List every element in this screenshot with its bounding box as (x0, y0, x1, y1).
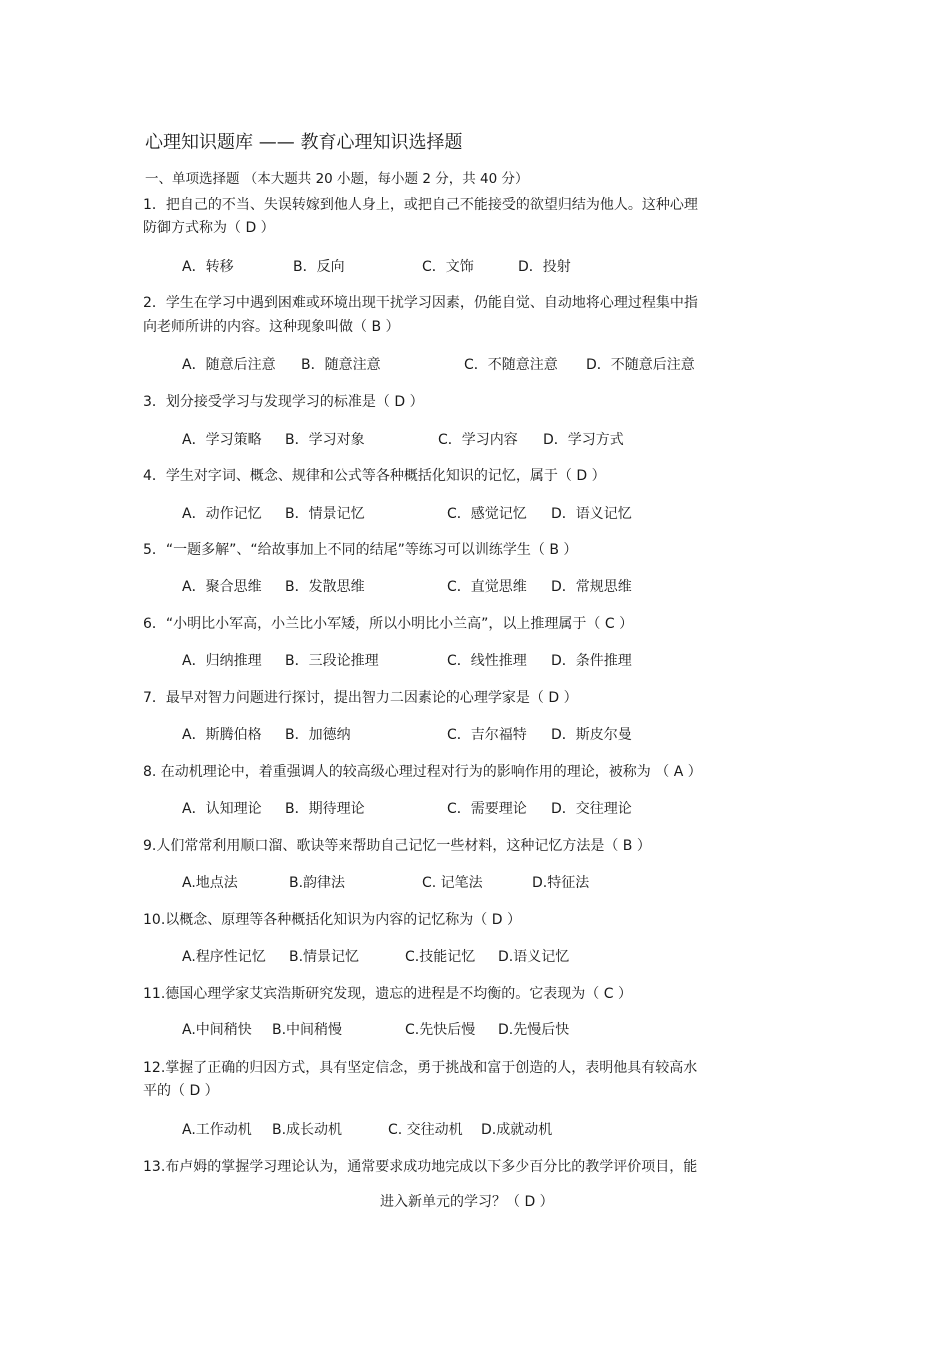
section-heading: 一、单项选择题 （本大题共 20 小题，每小题 2 分，共 40 分） (145, 171, 529, 187)
option-c: C．文饰 (422, 259, 474, 275)
question-text: 6．“小明比小军高，小兰比小军矮，所以小明比小兰高”，以上推理属于（ C ） (143, 616, 634, 632)
option-b: B．发散思维 (285, 579, 365, 595)
option-a: A．聚合思维 (182, 579, 262, 595)
option-d: D．斯皮尔曼 (551, 727, 632, 743)
option-b: B．情景记忆 (285, 506, 365, 522)
option-d: D.语义记忆 (498, 949, 570, 965)
option-c: C．不随意注意 (464, 357, 558, 373)
option-a: A.地点法 (182, 875, 238, 891)
option-c: C．吉尔福特 (447, 727, 527, 743)
question-text: 11.德国心理学家艾宾浩斯研究发现，遗忘的进程是不均衡的。它表现为（ C ） (143, 986, 632, 1002)
option-a: A．认知理论 (182, 801, 262, 817)
option-d: D．投射 (518, 259, 571, 275)
option-a: A.中间稍快 (182, 1022, 252, 1038)
question-text: 1．把自己的不当、失误转嫁到他人身上，或把自己不能接受的欲望归结为他人。这种心理 (143, 197, 698, 213)
option-b: B．反向 (293, 259, 345, 275)
option-c: C．直觉思维 (447, 579, 527, 595)
option-d: D．交往理论 (551, 801, 632, 817)
option-c: C．线性推理 (447, 653, 527, 669)
question-text: 平的（ D ） (143, 1083, 219, 1099)
option-b: B．学习对象 (285, 432, 365, 448)
option-d: D．语义记忆 (551, 506, 632, 522)
option-b: B.韵律法 (289, 875, 346, 891)
question-text: 防御方式称为（ D ） (143, 220, 275, 236)
question-text: 5．“一题多解”、“给故事加上不同的结尾”等练习可以训练学生（ B ） (143, 542, 578, 558)
option-b: B．三段论推理 (285, 653, 379, 669)
question-text: 向老师所讲的内容。这种现象叫做（ B ） (143, 319, 400, 335)
option-b: B.成长动机 (272, 1122, 343, 1138)
option-b: B．期待理论 (285, 801, 365, 817)
option-d: D.先慢后快 (498, 1022, 570, 1038)
option-d: D.成就动机 (481, 1122, 553, 1138)
document-title: 心理知识题库 —— 教育心理知识选择题 (145, 132, 463, 153)
question-text: 4．学生对字词、概念、规律和公式等各种概括化知识的记忆，属于（ D ） (143, 468, 606, 484)
question-text: 10.以概念、原理等各种概括化知识为内容的记忆称为（ D ） (143, 912, 521, 928)
question-text: 进入新单元的学习？（ D ） (380, 1194, 554, 1210)
option-a: A.工作动机 (182, 1122, 252, 1138)
option-c: C．学习内容 (438, 432, 518, 448)
option-c: C. 记笔法 (422, 875, 483, 891)
option-b: B．加德纳 (285, 727, 351, 743)
option-a: A．归纳推理 (182, 653, 262, 669)
question-text: 13.布卢姆的掌握学习理论认为，通常要求成功地完成以下多少百分比的教学评价项目，能 (143, 1159, 698, 1175)
option-b: B.中间稍慢 (272, 1022, 343, 1038)
option-b: B.情景记忆 (289, 949, 360, 965)
question-text: 12.掌握了正确的归因方式，具有坚定信念，勇于挑战和富于创造的人，表明他具有较高水 (143, 1060, 698, 1076)
option-d: D.特征法 (532, 875, 590, 891)
option-a: A.程序性记忆 (182, 949, 266, 965)
option-c: C. 交往动机 (388, 1122, 463, 1138)
question-text: 8. 在动机理论中，着重强调人的较高级心理过程对行为的影响作用的理论，被称为 （ A ） (143, 764, 702, 780)
option-a: A．斯腾伯格 (182, 727, 262, 743)
option-c: C.技能记忆 (405, 949, 476, 965)
option-a: A．动作记忆 (182, 506, 262, 522)
option-b: B．随意注意 (301, 357, 381, 373)
question-text: 2．学生在学习中遇到困难或环境出现干扰学习因素，仍能自觉、自动地将心理过程集中指 (143, 295, 698, 311)
question-text: 9.人们常常利用顺口溜、歌诀等来帮助自己记忆一些材料，这种记忆方法是（ B ） (143, 838, 651, 854)
option-d: D．不随意后注意 (586, 357, 695, 373)
option-c: C．感觉记忆 (447, 506, 527, 522)
option-a: A．转移 (182, 259, 234, 275)
option-d: D．学习方式 (543, 432, 624, 448)
option-a: A．学习策略 (182, 432, 262, 448)
option-c: C.先快后慢 (405, 1022, 476, 1038)
option-d: D．条件推理 (551, 653, 632, 669)
option-d: D．常规思维 (551, 579, 632, 595)
question-text: 7．最早对智力问题进行探讨，提出智力二因素论的心理学家是（ D ） (143, 690, 578, 706)
option-a: A．随意后注意 (182, 357, 276, 373)
question-text: 3．划分接受学习与发现学习的标准是（ D ） (143, 394, 424, 410)
option-c: C．需要理论 (447, 801, 527, 817)
